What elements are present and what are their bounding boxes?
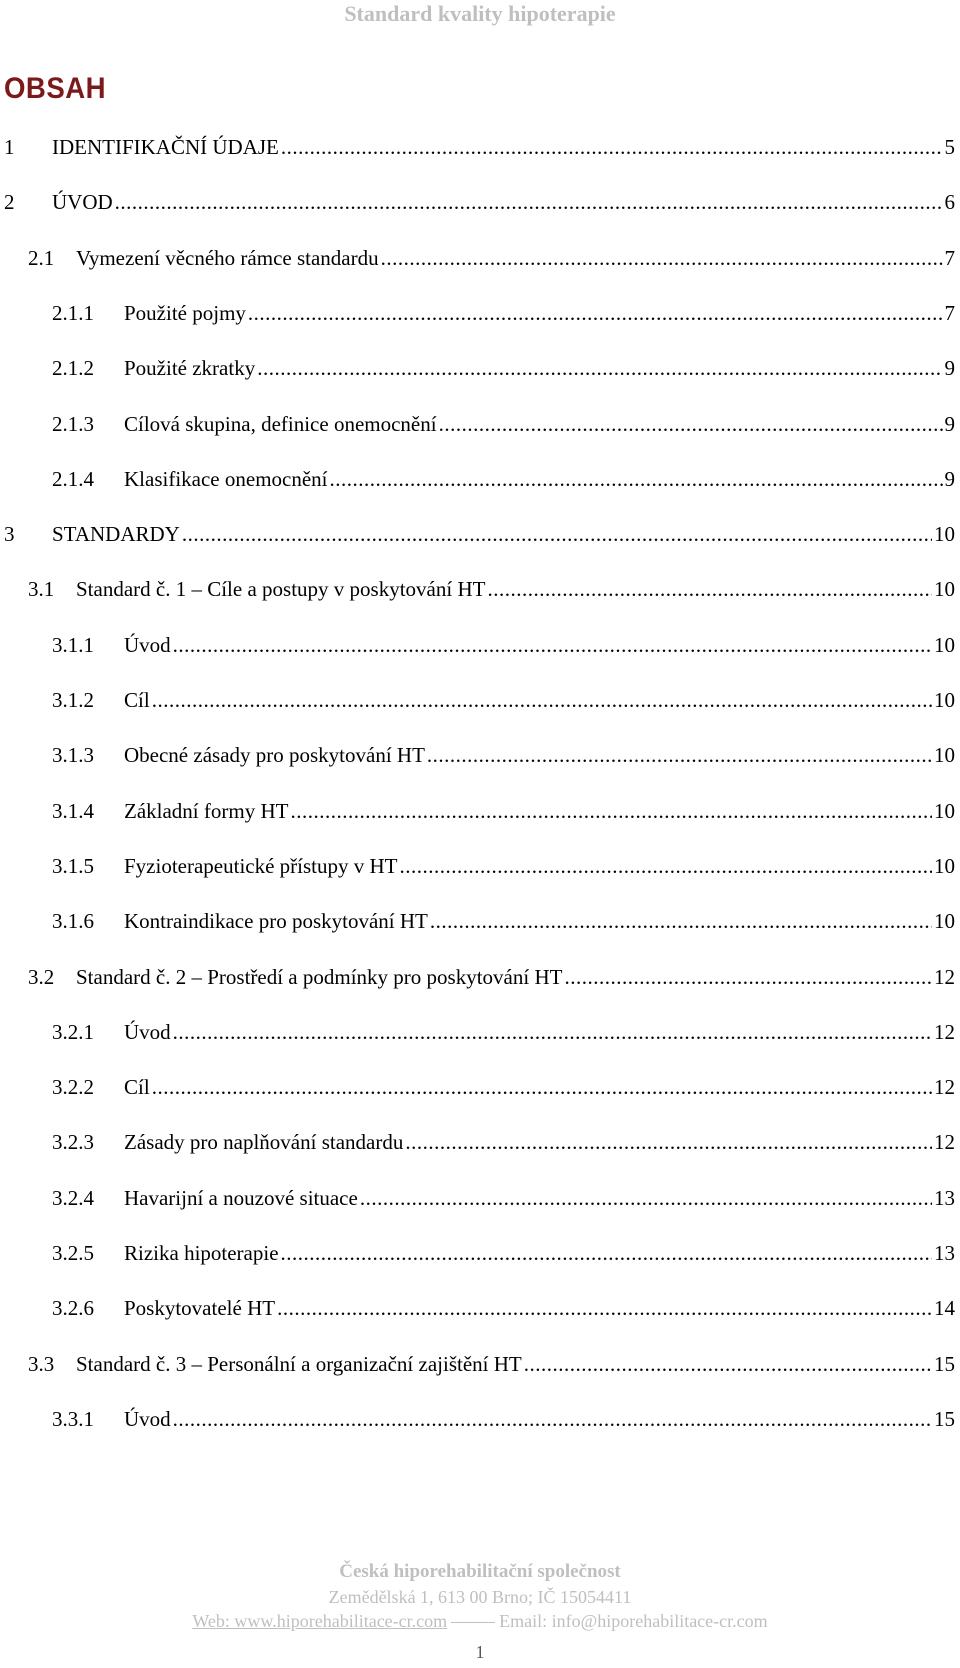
toc-entry[interactable]: [52, 1403, 955, 1435]
toc-entry-number: 3.2.5: [52, 1241, 94, 1265]
toc-entry-label: Rizika hipoterapie: [124, 1241, 279, 1265]
toc-entry-label: Obecné zásady pro poskytování HT: [124, 743, 425, 768]
toc-leader-dots: [277, 1292, 932, 1324]
toc-entry-number: 3.1.1: [52, 632, 94, 657]
toc-entry-label: Kontraindikace pro poskytování HT: [124, 909, 428, 934]
toc-leader-dots: [182, 518, 932, 550]
toc-entry-number: 3.1.2: [52, 688, 94, 712]
toc-leader-dots: [360, 1182, 932, 1214]
toc-entry-page: 12: [934, 1130, 955, 1155]
toc-entry-number: 3.1: [28, 577, 55, 602]
toc-entry-label: Základní formy HT: [124, 798, 289, 823]
footer-address: Zemědělská 1, 613 00 Brno; IČ 15054411: [328, 1587, 632, 1607]
toc-entry[interactable]: [52, 408, 955, 440]
toc-entry-number: 3.1.4: [52, 798, 94, 823]
toc-leader-dots: [524, 1348, 932, 1380]
toc-entry-page: 10: [934, 577, 955, 602]
toc-entry-label: Poskytovatelé HT: [124, 1296, 276, 1321]
toc-entry-number: 3.2.4: [52, 1185, 94, 1210]
toc-entry-page: 14: [934, 1296, 955, 1321]
toc-entry-page: 9: [944, 356, 955, 381]
toc-entry-page: 10: [934, 522, 955, 547]
toc-entry-page: 13: [934, 1185, 955, 1210]
toc-entry-number: 2.1.3: [52, 411, 94, 436]
toc-entry-page: 9: [944, 466, 955, 491]
toc-entry[interactable]: [52, 463, 955, 495]
toc-entry[interactable]: [52, 1237, 955, 1269]
toc-entry-page: 15: [934, 1406, 955, 1431]
toc-entry[interactable]: [52, 352, 955, 384]
toc-leader-dots: [427, 739, 932, 771]
toc-entry-page: 12: [934, 964, 955, 989]
toc-leader-dots: [487, 573, 932, 605]
toc-entry-page: 12: [934, 1075, 955, 1100]
toc-leader-dots: [248, 297, 943, 329]
toc-entry-number: 3.2.3: [52, 1130, 94, 1155]
toc-entry[interactable]: [28, 242, 955, 274]
toc-entry-number: 2.1.4: [52, 466, 94, 491]
toc-entry[interactable]: [52, 1016, 955, 1048]
toc-entry[interactable]: [52, 1071, 955, 1103]
toc-entry[interactable]: [52, 629, 955, 661]
footer-organization: Česká hiporehabilitační společnost: [339, 1561, 621, 1582]
toc-entry-number: 3.2.6: [52, 1296, 94, 1321]
toc-entry-number: 3.2.1: [52, 1019, 94, 1044]
toc-entry-label: Zásady pro naplňování standardu: [124, 1130, 404, 1155]
toc-entry-label: STANDARDY: [52, 522, 180, 547]
toc-entry-page: 7: [944, 245, 955, 270]
toc-entry[interactable]: [52, 905, 955, 937]
toc-entry-label: ÚVOD: [52, 190, 113, 215]
toc-leader-dots: [173, 1403, 932, 1435]
toc-entry-label: Použité zkratky: [124, 356, 256, 381]
toc-entry-number: 3.2: [28, 964, 55, 989]
footer-separator: [451, 1622, 495, 1623]
toc-leader-dots: [281, 131, 943, 163]
toc-entry-label: Standard č. 1 – Cíle a postupy v poskytování HT: [76, 577, 486, 602]
toc-entry-number: 2.1: [28, 245, 55, 270]
toc-entry-number: 1: [4, 135, 15, 159]
toc-entry[interactable]: [28, 961, 955, 993]
toc-entry-page: 9: [944, 411, 955, 436]
toc-entry-number: 3.2.2: [52, 1075, 94, 1100]
toc-entry-page: 12: [934, 1019, 955, 1044]
toc-leader-dots: [330, 463, 943, 495]
toc-entry-label: Havarijní a nouzové situace: [124, 1185, 358, 1210]
toc-entry-number: 2.1.1: [52, 300, 94, 325]
toc-entry-page: 10: [934, 632, 955, 657]
toc-entry[interactable]: [52, 297, 955, 329]
toc-entry-page: 10: [934, 688, 955, 712]
toc-entry[interactable]: [4, 131, 955, 163]
toc-entry-label: Úvod: [124, 632, 171, 657]
toc-entry-number: 3.1.3: [52, 743, 94, 768]
toc-entry[interactable]: [52, 684, 955, 716]
toc-leader-dots: [152, 684, 932, 716]
toc-leader-dots: [430, 905, 932, 937]
toc-entry-number: 3.3: [28, 1351, 55, 1376]
toc-entry-label: Klasifikace onemocnění: [124, 466, 328, 491]
toc-leader-dots: [281, 1237, 932, 1269]
toc-entry-page: 10: [934, 853, 955, 878]
toc-entry[interactable]: [28, 1348, 955, 1380]
toc-entry-number: 3.3.1: [52, 1406, 94, 1431]
toc-entry-page: 5: [944, 135, 955, 159]
footer-web-link[interactable]: Web: www.hiporehabilitace-cr.com: [192, 1611, 448, 1631]
toc-entry-label: Použité pojmy: [124, 300, 246, 325]
toc-entry[interactable]: [52, 1292, 955, 1324]
toc-entry[interactable]: [4, 518, 955, 550]
toc-entry[interactable]: [4, 186, 955, 218]
toc-entry-number: 3: [4, 522, 15, 547]
toc-entry-number: 2.1.2: [52, 356, 94, 381]
toc-entry-page: 6: [944, 190, 955, 215]
toc-leader-dots: [173, 629, 932, 661]
toc-entry-page: 10: [934, 798, 955, 823]
toc-leader-dots: [439, 408, 943, 440]
page-header: Standard kvality hipoterapie: [344, 1, 616, 26]
toc-leader-dots: [290, 795, 932, 827]
toc-leader-dots: [115, 186, 943, 218]
toc-entry[interactable]: [52, 1182, 955, 1214]
page-number: 1: [475, 1642, 485, 1662]
toc-entry-number: 3.1.5: [52, 853, 94, 878]
toc-entry-label: Standard č. 2 – Prostředí a podmínky pro poskytování HT: [76, 964, 563, 989]
toc-entry[interactable]: [52, 1126, 955, 1158]
toc-entry-page: 10: [934, 909, 955, 934]
toc-entry[interactable]: [52, 739, 955, 771]
toc-leader-dots: [381, 242, 943, 274]
toc-entry-label: Cíl: [124, 688, 150, 712]
toc-entry-label: Cíl: [124, 1075, 150, 1100]
toc-leader-dots: [152, 1071, 932, 1103]
toc-entry-label: Úvod: [124, 1019, 171, 1044]
toc-entry-label: Cílová skupina, definice onemocnění: [124, 411, 437, 436]
toc-entry-number: 2: [4, 190, 15, 215]
footer-email-link[interactable]: Email: info@hiporehabilitace-cr.com: [499, 1611, 768, 1631]
toc-entry-page: 7: [944, 300, 955, 325]
toc-entry[interactable]: [28, 573, 955, 605]
toc-leader-dots: [564, 961, 932, 993]
toc-entry-number: 3.1.6: [52, 909, 94, 934]
toc-entry-label: Vymezení věcného rámce standardu: [76, 245, 379, 270]
toc-entry-page: 15: [934, 1351, 955, 1376]
toc-entry-label: IDENTIFIKAČNÍ ÚDAJE: [52, 135, 279, 159]
footer-contact: [0, 1609, 960, 1633]
toc-entry[interactable]: [52, 850, 955, 882]
toc-entry-label: Standard č. 3 – Personální a organizační zajištění HT: [76, 1351, 522, 1376]
toc-leader-dots: [257, 352, 942, 384]
toc-leader-dots: [405, 1126, 932, 1158]
toc-entry[interactable]: [52, 795, 955, 827]
toc-heading: OBSAH: [4, 72, 106, 105]
toc-entry-label: Fyzioterapeutické přístupy v HT: [124, 853, 398, 878]
toc-entry-page: 10: [934, 743, 955, 768]
toc-leader-dots: [173, 1016, 932, 1048]
toc-entry-label: Úvod: [124, 1406, 171, 1431]
toc-leader-dots: [400, 850, 932, 882]
toc-entry-page: 13: [934, 1241, 955, 1265]
